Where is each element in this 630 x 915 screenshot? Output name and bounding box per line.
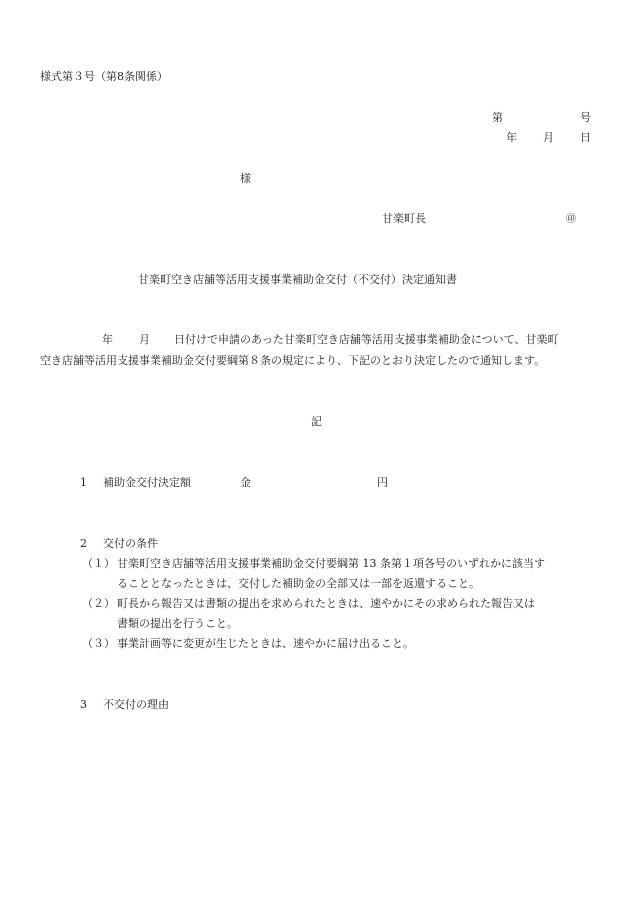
addressee-suffix: 様 — [240, 172, 251, 185]
issuer-title: 甘楽町長 — [382, 212, 426, 225]
condition1-line2: ることとなったときは、交付した補助金の全部又は一部を返還すること。 — [117, 577, 480, 590]
doc-number-prefix: 第 — [492, 111, 503, 124]
condition3-line1: 事業計画等に変更が生じたときは、速やかに届け出ること。 — [117, 637, 414, 650]
condition2-marker: （２） — [82, 597, 115, 610]
item3-label: 不交付の理由 — [103, 698, 169, 711]
date-day: 日 — [580, 131, 591, 144]
item1-yen: 円 — [377, 476, 388, 489]
body-line1-rest: 日付けで申請のあった甘楽町空き店舗等活用支援事業補助金について、甘楽町 — [174, 333, 559, 346]
date-year: 年 — [506, 131, 517, 144]
item3-number: 3 — [80, 698, 87, 711]
condition3-marker: （３） — [82, 637, 115, 650]
form-number: 様式第３号（第8条関係） — [40, 70, 168, 83]
item2-number: 2 — [80, 537, 87, 550]
body-month: 月 — [139, 333, 150, 346]
seal-mark: ㊞ — [566, 214, 576, 225]
condition2-line1: 町長から報告又は書類の提出を求められたときは、速やかにその求められた報告又は — [117, 597, 535, 610]
body-line2: 空き店舗等活用支援事業補助金交付要綱第８条の規定により、下記のとおり決定したので通知します。 — [40, 354, 546, 367]
condition1-marker: （１） — [82, 557, 115, 570]
date-month: 月 — [543, 131, 554, 144]
doc-number-suffix: 号 — [580, 111, 591, 124]
item1-number: 1 — [80, 476, 87, 489]
condition1-line1: 甘楽町空き店舗等活用支援事業補助金交付要綱第 13 条第１項各号のいずれかに該当す — [117, 557, 545, 570]
item1-label: 補助金交付決定額 — [103, 476, 191, 489]
item1-kin: 金 — [240, 476, 251, 489]
condition2-line2: 書類の提出を行うこと。 — [117, 617, 238, 630]
document-title: 甘楽町空き店舗等活用支援事業補助金交付（不交付）決定通知書 — [138, 273, 457, 286]
body-year: 年 — [102, 333, 113, 346]
item2-label: 交付の条件 — [103, 537, 158, 550]
ki-heading: 記 — [311, 415, 322, 428]
